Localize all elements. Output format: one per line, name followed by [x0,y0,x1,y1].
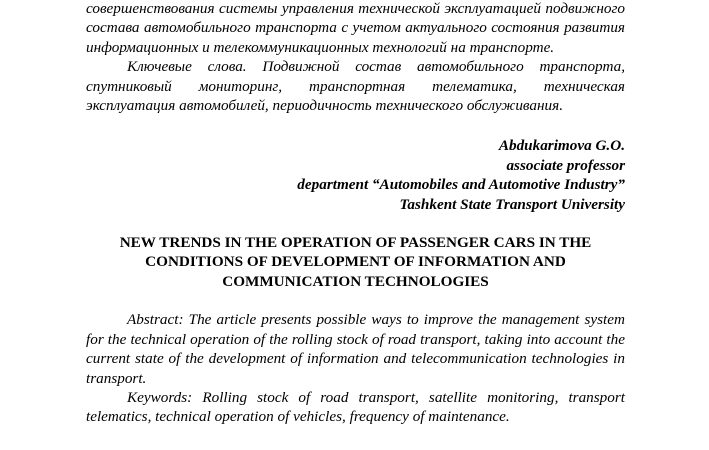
author-position: associate professor [506,156,625,174]
paper-page [86,0,625,427]
author-name: Abdukarimova G.O. [498,137,625,155]
title-line-1: NEW TRENDS IN THE OPERATION OF PASSENGER CARS IN THE [119,234,592,252]
paper-title [86,233,625,291]
author-block [86,136,625,214]
ru-keywords: Ключевые слова. Подвижной состав автомобильного транспорта, спутниковый мониторинг, транспортная телематика, техническая эксплуатация автомобилей, периодичность технического обслуживания. [86,58,625,115]
author-department: department “Automobiles and Automotive Industry” [297,176,625,194]
keywords-text: Keywords: Rolling stock of road transport, satellite monitoring, transport telematics, technical operation of vehicles, frequency of maintenance. [86,388,625,426]
title-line-2: CONDITIONS OF DEVELOPMENT OF INFORMATION AND [145,253,566,271]
abstract-text: Abstract: The article presents possible ways to improve the management system for the technical operation of the rolling stock of road transport, taking into account the current state of the development of information and telecommunication technologies in transport. [86,311,625,387]
title-line-3: COMMUNICATION TECHNOLOGIES [222,272,489,290]
abstract-block [86,310,625,426]
ru-abstract-tail: совершенствования системы управления технической эксплуатацией подвижного состава автомобильного транспорта с учетом актуального состояния развития информационных и телекоммуникационных технологий на транспорте. [86,0,625,56]
author-university: Tashkent State Transport University [399,195,625,213]
